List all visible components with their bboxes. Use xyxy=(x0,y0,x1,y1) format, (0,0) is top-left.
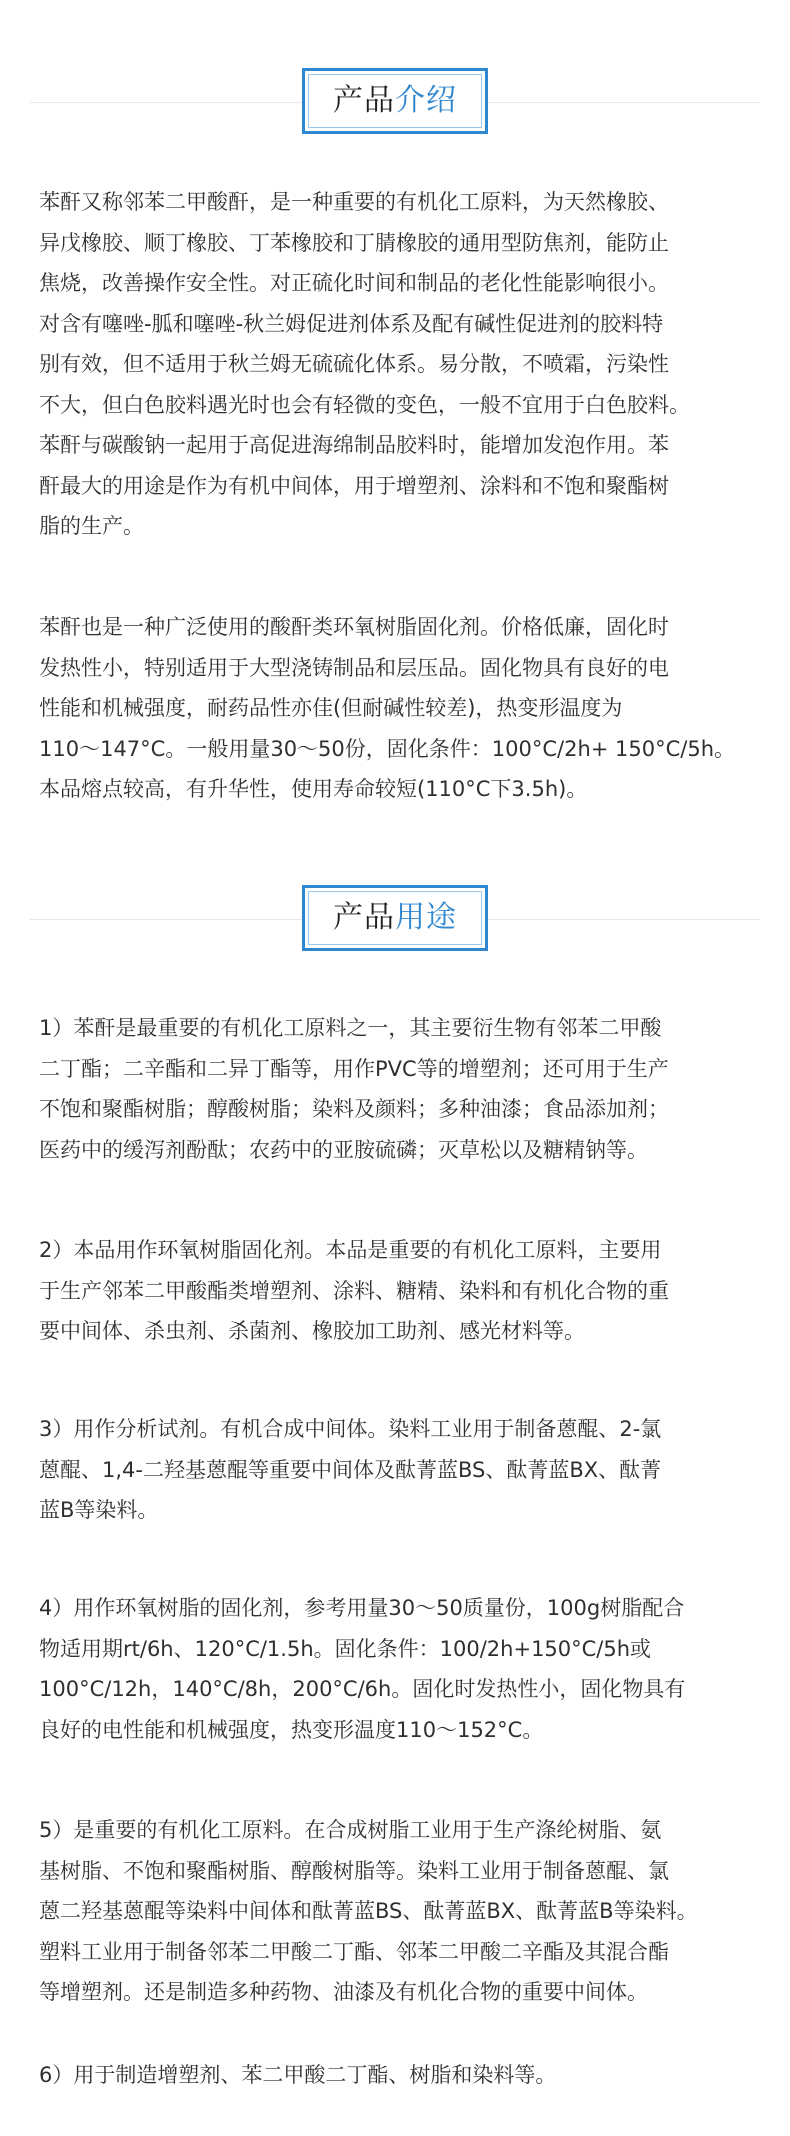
usage-item: 4）用作环氧树脂的固化剂，参考用量30～50质量份，100g树脂配合 物适用期rt/6h、120°C/1.5h。固化条件：100/2h+150°C/5h或 100°C/12h，140°C/8h，200°C/6h。固化时发热性小，固化物具有 良好的电性能和机械强度，热变形温度110～152°C。 xyxy=(39,1596,686,1742)
section-title-blue-part: 介绍 xyxy=(395,83,457,118)
section-title-frame xyxy=(302,68,488,134)
usage-item: 1）苯酐是最重要的有机化工原料之一，其主要衍生物有邻苯二甲酸 二丁酯；二辛酯和二异丁酯等，用作PVC等的增塑剂；还可用于生产 不饱和聚酯树脂；醇酸树脂；染料及颜料；多种油漆；食品添加剂； 医药中的缓泻剂酚酞；农药中的亚胺硫磷；灭草松以及糖精钠等。 xyxy=(39,1016,669,1162)
usage-item: 5）是重要的有机化工原料。在合成树脂工业用于生产涤纶树脂、氨 基树脂、不饱和聚酯树脂、醇酸树脂等。染料工业用于制备蒽醌、氯 蒽二羟基蒽醌等染料中间体和酞菁蓝BS、酞菁蓝BX、酞菁蓝B等染料。 塑料工业用于制备邻苯二甲酸二丁酯、邻苯二甲酸二辛酯及其混合酯 等增塑剂。还是制造多种药物、油漆及有机化合物的重要中间体。 xyxy=(39,1818,698,2004)
section-title xyxy=(308,74,482,128)
section-title-blue-part: 用途 xyxy=(395,900,457,935)
section-title-dark-part: 产品 xyxy=(333,900,395,935)
section-title xyxy=(308,891,482,945)
section-title-dark-part: 产品 xyxy=(333,83,395,118)
section-header-usage xyxy=(0,885,790,955)
usage-item: 6）用于制造增塑剂、苯二甲酸二丁酯、树脂和染料等。 xyxy=(39,2063,557,2087)
section-header-intro xyxy=(0,68,790,138)
intro-paragraph: 苯酐也是一种广泛使用的酸酐类环氧树脂固化剂。价格低廉，固化时 发热性小，特别适用于大型浇铸制品和层压品。固化物具有良好的电 性能和机械强度，耐药品性亦佳(但耐碱性较差)，热变形温度为 110～147°C。一般用量30～50份，固化条件：100°C/2h+ 150°C/5h。 本品熔点较高，有升华性，使用寿命较短(110°C下3.5h)。 xyxy=(39,615,736,801)
intro-paragraph: 苯酐又称邻苯二甲酸酐，是一种重要的有机化工原料，为天然橡胶、 异戊橡胶、顺丁橡胶、丁苯橡胶和丁腈橡胶的通用型防焦剂，能防止 焦烧，改善操作安全性。对正硫化时间和制品的老化性能影响很小。 对含有噻唑-胍和噻唑-秋兰姆促进剂体系及配有碱性促进剂的胶料特 别有效，但不适用于秋兰姆无硫硫化体系。易分散，不喷霜，污染性 不大，但白色胶料遇光时也会有轻微的变色，一般不宜用于白色胶料。 苯酐与碳酸钠一起用于高促进海绵制品胶料时，能增加发泡作用。苯 酐最大的用途是作为有机中间体，用于增塑剂、涂料和不饱和聚酯树 脂的生产。 xyxy=(39,190,690,538)
usage-item: 3）用作分析试剂。有机合成中间体。染料工业用于制备蒽醌、2-氯 蒽醌、1,4-二羟基蒽醌等重要中间体及酞菁蓝BS、酞菁蓝BX、酞菁 蓝B等染料。 xyxy=(39,1417,662,1522)
usage-item: 2）本品用作环氧树脂固化剂。本品是重要的有机化工原料，主要用 于生产邻苯二甲酸酯类增塑剂、涂料、糖精、染料和有机化合物的重 要中间体、杀虫剂、杀菌剂、橡胶加工助剂、感光材料等。 xyxy=(39,1238,669,1343)
section-title-frame xyxy=(302,885,488,951)
